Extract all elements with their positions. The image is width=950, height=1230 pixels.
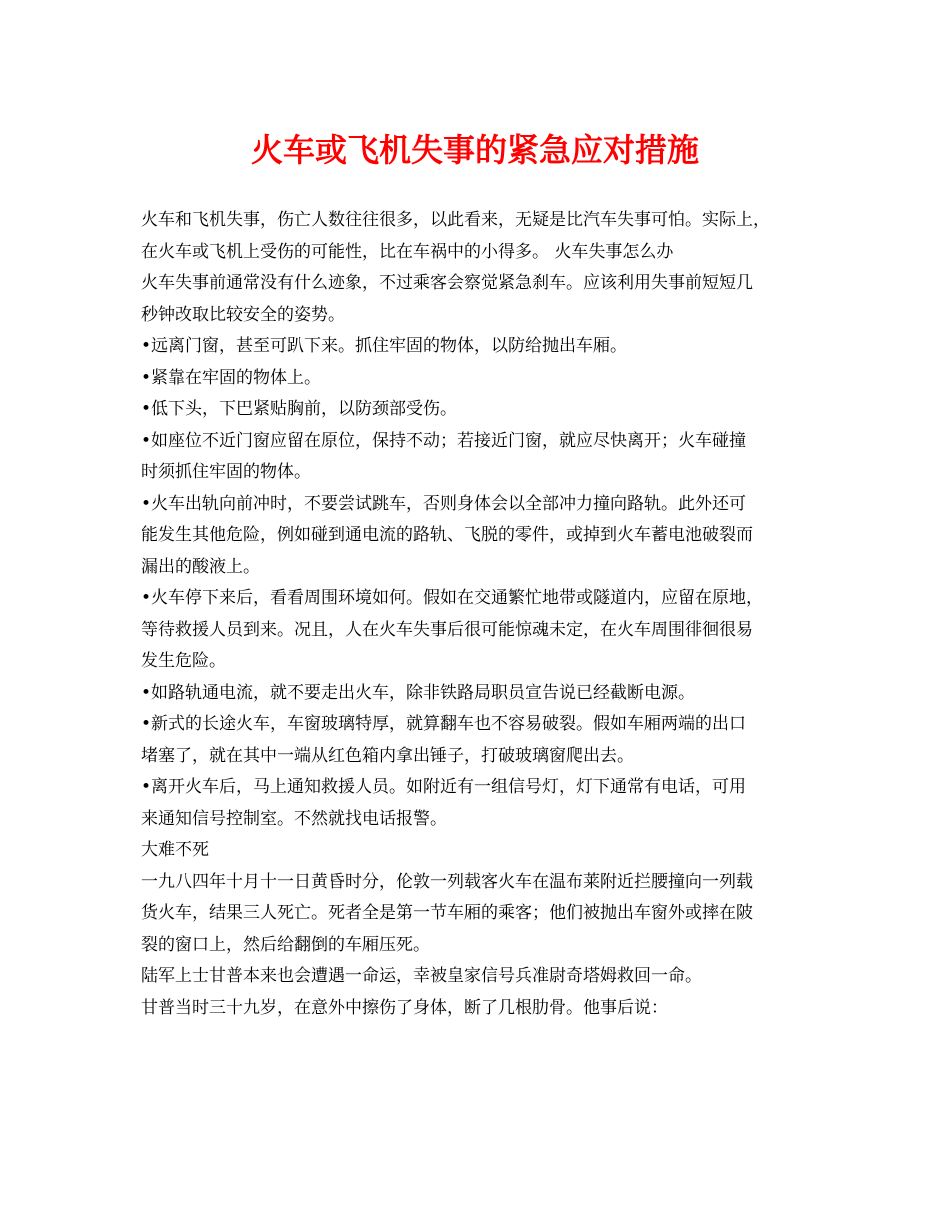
bullet-line: •紧靠在牢固的物体上。 [141, 367, 322, 388]
body-line: 发生危险。 [141, 651, 226, 671]
body-line: 火车和飞机失事，伤亡人数往往很多，以此看来，无疑是比汽车失事可怕。实际上， [141, 210, 770, 230]
document-title: 火车或飞机失事的紧急应对措施 [250, 131, 699, 169]
bullet-line: •离开火车后，马上通知救援人员。如附近有一组信号灯，灯下通常有电话，可用 [141, 777, 747, 797]
body-line: 等待救援人员到来。况且，人在火车失事后很可能惊魂未定，在火车周围徘徊很易 [141, 619, 753, 640]
body-line: 能发生其他危险，例如碰到通电流的路轨、飞脱的零件，或掉到火车蓄电池破裂而 [141, 525, 753, 545]
body-line: 裂的窗口上，然后给翻倒的车厢压死。 [141, 934, 430, 955]
bullet-line: •远离门窗，甚至可趴下来。抓住牢固的物体，以防给抛出车厢。 [141, 336, 628, 356]
bullet-line: •如路轨通电流，就不要走出火车，除非铁路局职员宣告说已经截断电源。 [141, 682, 696, 703]
body-line: 秒钟改取比较安全的姿势。 [141, 304, 345, 325]
body-line: 来通知信号控制室。不然就找电话报警。 [141, 808, 447, 829]
bullet-line: •火车出轨向前冲时，不要尝试跳车，否则身体会以全部冲力撞向路轨。此外还可 [141, 493, 747, 514]
bullet-line: •火车停下来后，看看周围环境如何。假如在交通繁忙地带或隧道内，应留在原地， [141, 588, 764, 608]
bullet-line: •新式的长途火车，车窗玻璃特厚，就算翻车也不容易破裂。假如车厢两端的出口 [141, 714, 747, 734]
body-line: 时须抓住牢固的物体。 [141, 462, 311, 482]
body-line: 漏出的酸液上。 [141, 556, 260, 577]
body-line: 甘普当时三十九岁，在意外中擦伤了身体，断了几根肋骨。他事后说： [141, 997, 668, 1018]
document-body [141, 205, 813, 1024]
body-line: 堵塞了，就在其中一端从红色箱内拿出锤子，打破玻璃窗爬出去。 [141, 745, 634, 766]
bullet-line: •如座位不近门窗应留在原位，保持不动；若接近门窗，就应尽快离开；火车碰撞 [141, 430, 747, 451]
body-line: 陆军上士甘普本来也会遭遇一命运，幸被皇家信号兵准尉奇塔姆救回一命。 [141, 966, 702, 986]
bullet-line: •低下头，下巴紧贴胸前，以防颈部受伤。 [141, 399, 458, 419]
body-line: 货火车，结果三人死亡。死者全是第一节车厢的乘客；他们被抛出车窗外或摔在陂 [141, 903, 753, 923]
body-line: 一九八四年十月十一日黄昏时分，伦敦一列载客火车在温布莱附近拦腰撞向一列载 [141, 871, 753, 892]
body-line: 火车失事前通常没有什么迹象，不过乘客会察觉紧急刹车。应该利用失事前短短几 [141, 273, 753, 293]
section-heading: 大难不死 [141, 840, 209, 860]
body-line: 在火车或飞机上受伤的可能性，比在车祸中的小得多。 火车失事怎么办 [141, 241, 674, 262]
